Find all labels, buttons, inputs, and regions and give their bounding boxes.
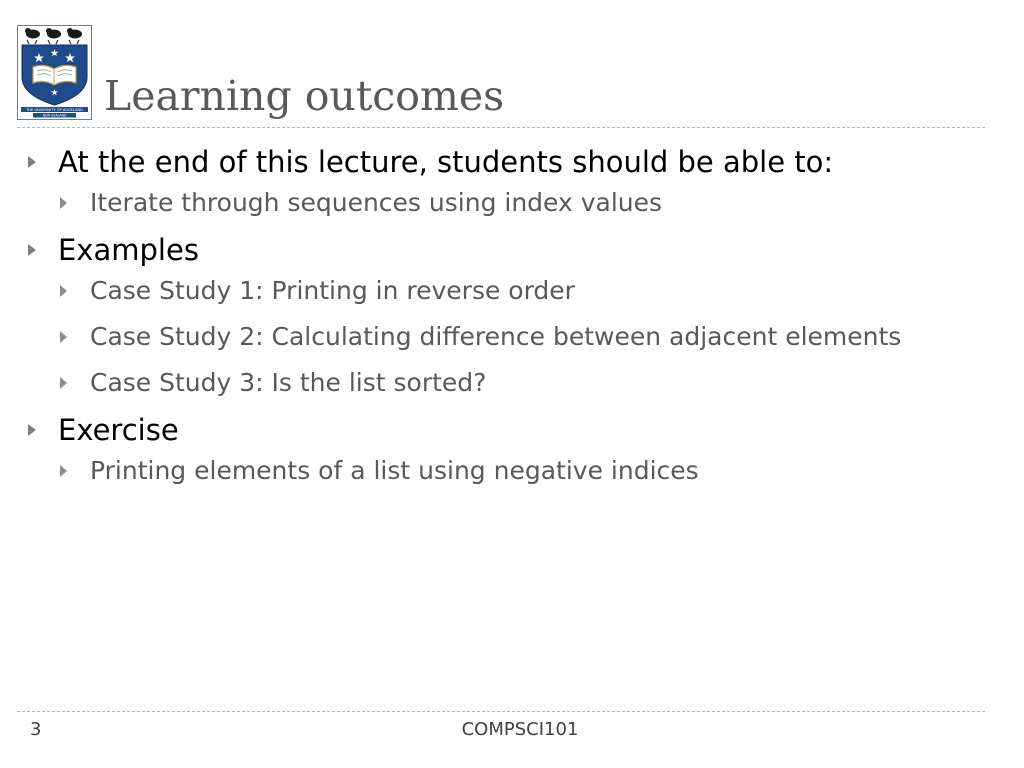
bullet-arrow-icon <box>60 331 67 343</box>
sub-bullet-list <box>58 273 998 401</box>
bullet-level2 <box>60 273 998 309</box>
crest-line1: THE UNIVERSITY OF AUCKLAND <box>26 108 83 112</box>
sub-bullet-list <box>58 453 998 489</box>
bullet-arrow-icon <box>60 377 67 389</box>
bullet-level1 <box>28 230 998 401</box>
bullet-level2 <box>60 319 998 355</box>
bullet-arrow-icon <box>60 465 67 477</box>
sub-bullet-text: Case Study 1: Printing in reverse order <box>90 276 575 305</box>
bullet-level2 <box>60 453 998 489</box>
bullet-level2 <box>60 185 998 221</box>
bullet-outline <box>28 142 998 489</box>
bullet-level1 <box>28 142 998 221</box>
slide-number: 3 <box>30 719 42 740</box>
crest-book <box>33 65 76 85</box>
sub-bullet-text: Printing elements of a list using negative indices <box>90 456 699 485</box>
title-divider <box>17 127 985 128</box>
bullet-arrow-icon <box>60 285 67 297</box>
footer-divider <box>17 711 985 712</box>
footer-course-code: COMPSCI101 <box>461 719 579 740</box>
crest-line2: NEW ZEALAND <box>42 113 67 118</box>
slide-title: Learning outcomes <box>104 72 505 120</box>
sub-bullet-text: Iterate through sequences using index values <box>90 188 663 217</box>
bullet-arrow-icon <box>28 244 36 256</box>
bullet-text: Examples <box>58 233 199 267</box>
bullet-level2 <box>60 365 998 401</box>
sub-bullet-list <box>58 185 998 221</box>
bullet-arrow-icon <box>28 424 36 436</box>
bullet-arrow-icon <box>28 156 36 168</box>
sub-bullet-text: Case Study 3: Is the list sorted? <box>90 368 487 397</box>
bullet-level1 <box>28 410 998 489</box>
bullet-text: At the end of this lecture, students should be able to: <box>58 145 834 179</box>
bullet-text: Exercise <box>58 413 179 447</box>
sub-bullet-text: Case Study 2: Calculating difference between adjacent elements <box>90 322 902 351</box>
bullet-arrow-icon <box>60 197 67 209</box>
university-crest-icon <box>17 25 92 120</box>
